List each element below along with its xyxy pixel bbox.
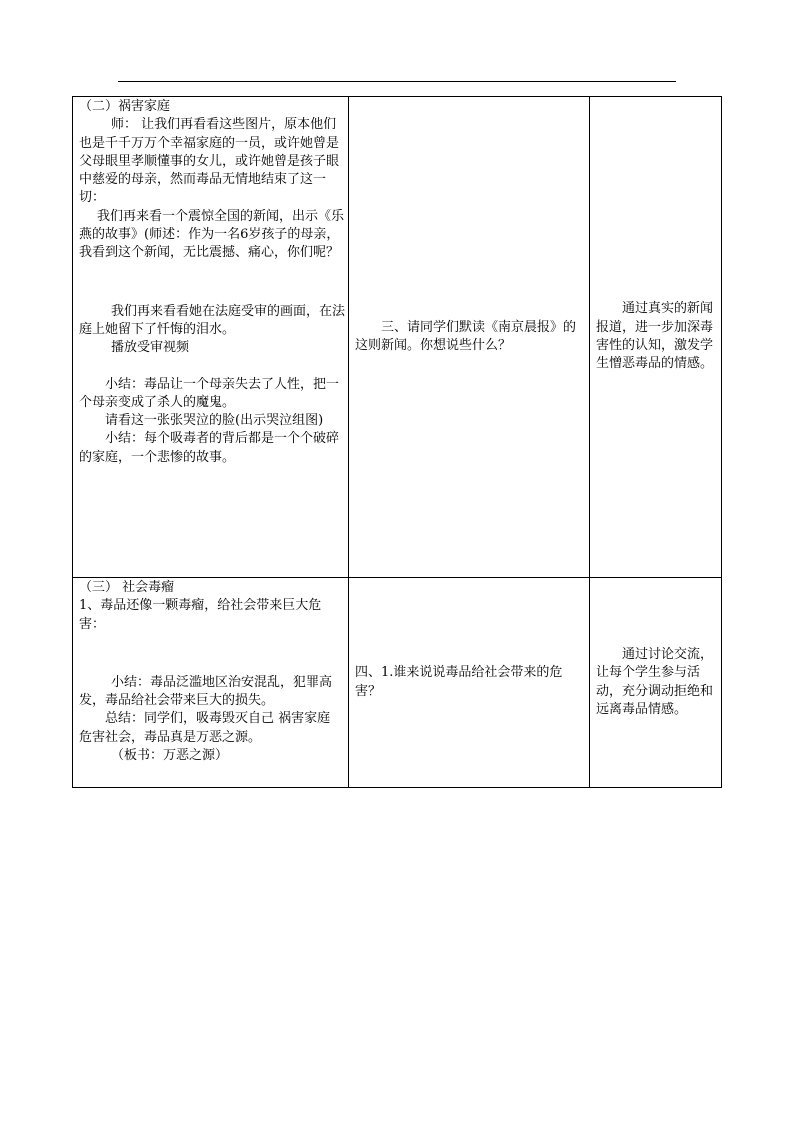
paragraph: 我们再来看看她在法庭受审的画面，在法庭上她留下了忏悔的泪水。 [79, 303, 346, 337]
paragraph: （板书：万恶之源） [111, 748, 229, 764]
paragraph: 小结：毒品让一个母亲失去了人性，把一个母亲变成了杀人的魔鬼。 [79, 376, 340, 410]
activity-text: 三、请同学们默读《南京晨报》的这则新闻。你想说些什么？ [355, 319, 577, 353]
paragraph: 我们再来看一个震惊全国的新闻，出示《乐燕的故事》(师述：作为一名6岁孩子的母亲，我看到这个新闻，无比震撼、痛心，你们呢？ [79, 208, 345, 261]
header-rule [118, 81, 676, 82]
paragraph: 播放受审视频 [111, 340, 190, 356]
teaching-process-cell [73, 578, 349, 788]
table-row [73, 578, 722, 788]
paragraph: 总结：同学们，吸毒毁灭自己 祸害家庭 危害社会，毒品真是万恶之源。 [79, 711, 331, 745]
paragraph: 1、毒品还像一颗毒瘤，给社会带来巨大危害： [79, 598, 322, 632]
intent-text: 通过真实的新闻报道，进一步加深毒害性的认知，激发学生憎恶毒品的情感。 [596, 301, 714, 372]
paragraph: 师： 让我们再看看这些图片，原本他们也是千千万万个幸福家庭的一员，或许她曾是父母眼里孝顺懂事的女儿，或许她曾是孩子眼中慈爱的母亲，然而毒品无情地结束了这一切： [79, 117, 340, 206]
paragraph: 小结：每个吸毒者的背后都是一个个破碎的家庭，一个悲惨的故事。 [79, 431, 340, 465]
paragraph: 小结：毒品泛滥地区治安混乱，犯罪高发，毒品给社会带来巨大的损失。 [79, 674, 333, 709]
student-activity-cell [349, 97, 590, 578]
lesson-plan-table [72, 96, 722, 788]
design-intent-cell [590, 578, 722, 788]
paragraph: 请看这一张张哭泣的脸(出示哭泣组图) [105, 413, 324, 429]
intent-text: 通过讨论交流，让每个学生参与活动，充分调动拒绝和远离毒品情感。 [596, 646, 714, 717]
table-row [73, 97, 722, 578]
section-heading: （三） 社会毒瘤 [79, 580, 175, 595]
activity-text: 四、1.谁来说说毒品给社会带来的危害？ [355, 665, 563, 699]
design-intent-cell [590, 97, 722, 578]
student-activity-cell [349, 578, 590, 788]
teaching-process-cell [73, 97, 349, 578]
section-heading: （二）祸害家庭 [79, 99, 171, 114]
